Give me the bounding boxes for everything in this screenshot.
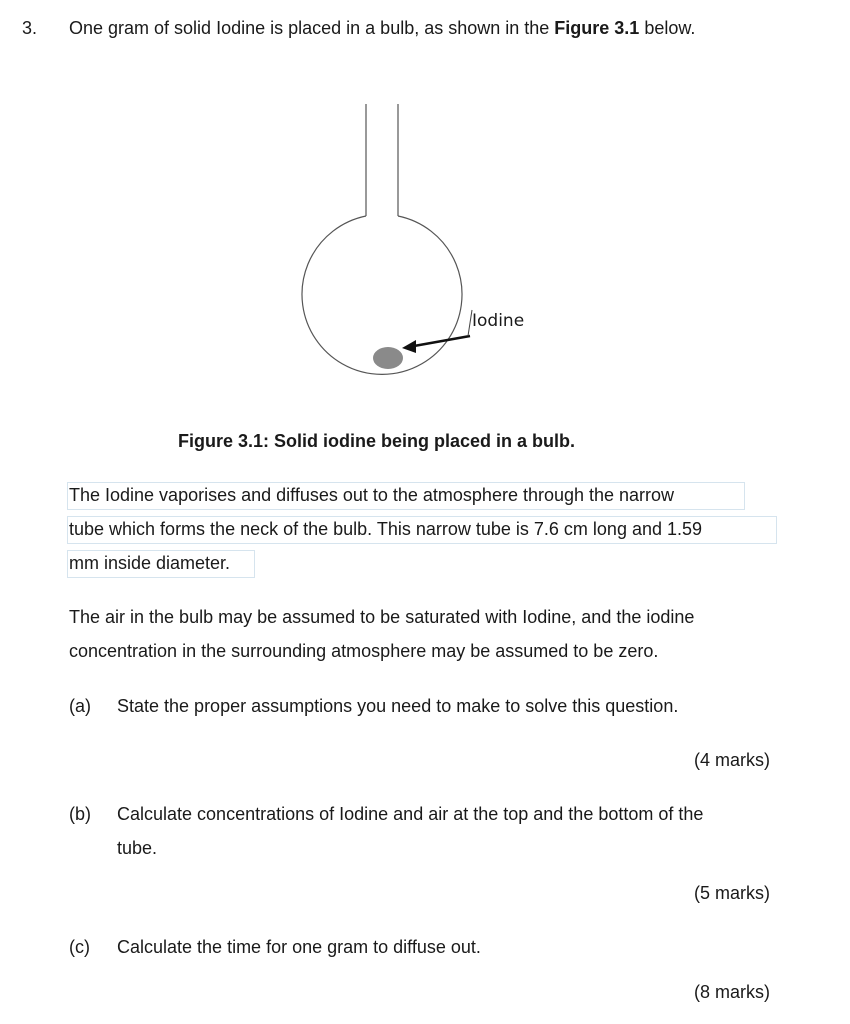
part-c-label: (c) [69,937,90,957]
paragraph2-line1: The air in the bulb may be assumed to be saturated with Iodine, and the iodine [69,607,695,627]
pointer-arrow-line [414,336,470,346]
part-b-label: (b) [69,804,91,824]
paragraph2-line2: concentration in the surrounding atmosphere may be assumed to be zero. [69,641,659,661]
iodine-solid [373,347,403,369]
part-a-label: (a) [69,696,91,716]
part-b-text-line2: tube. [117,838,158,858]
part-c-marks: (8 marks) [694,982,770,1002]
question-number: 3. [22,18,38,38]
intro-suffix: below. [639,18,696,38]
question-intro [69,16,695,40]
intro-figure-ref: Figure 3.1 [554,18,640,38]
paragraph1-line3: mm inside diameter. [69,553,231,573]
bulb-figure [290,98,550,388]
highlight-line1 [67,482,745,510]
part-a-marks: (4 marks) [694,750,770,770]
highlight-line3 [67,550,255,578]
paragraph1-line2: tube which forms the neck of the bulb. This narrow tube is 7.6 cm long and 1.59 [69,519,703,539]
part-a-text: State the proper assumptions you need to make to solve this question. [117,696,679,716]
bulb-diagram [290,98,550,388]
highlight-line2 [67,516,777,544]
pointer-arrow-head [402,340,416,353]
part-b-marks: (5 marks) [694,883,770,903]
part-c-text: Calculate the time for one gram to diffuse out. [117,937,481,957]
figure-caption: Figure 3.1: Solid iodine being placed in a bulb. [178,431,576,451]
part-b-text-line1: Calculate concentrations of Iodine and air at the top and the bottom of the [117,804,704,824]
paragraph1-line1: The Iodine vaporises and diffuses out to the atmosphere through the narrow [69,485,675,505]
intro-prefix: One gram of solid Iodine is placed in a bulb, as shown in the [69,18,555,38]
iodine-label: Iodine [472,311,525,331]
